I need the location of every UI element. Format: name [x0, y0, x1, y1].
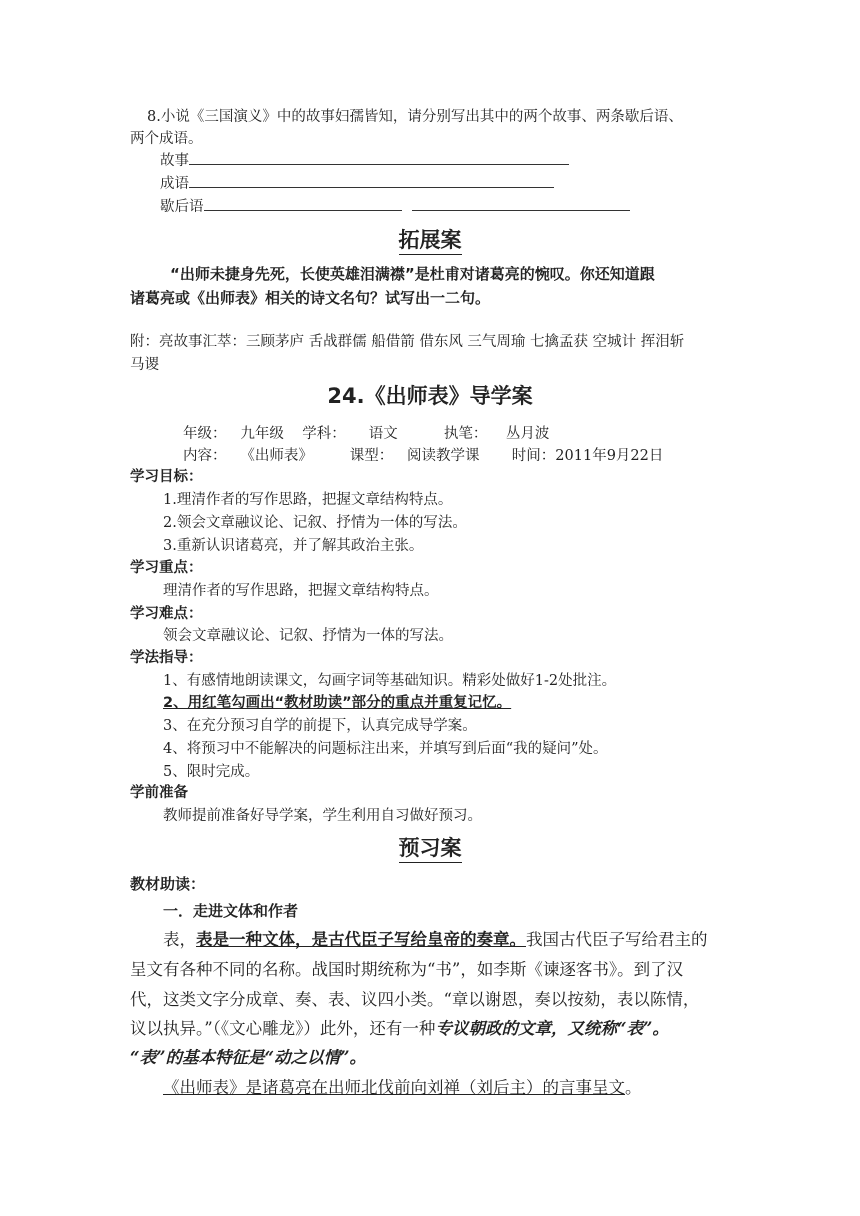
appendix-line2: 马谡 [130, 357, 159, 373]
story-row [160, 150, 569, 172]
method-item-1: 1、有感情地朗读课文，勾画字词等基础知识。精彩处做好1-2处批注。 [163, 673, 617, 689]
goal-item-2: 2.领会文章融议论、记叙、抒情为一体的写法。 [163, 515, 467, 531]
p1-c: 我国古代臣子写给君主的 [526, 930, 708, 949]
idiom-blank[interactable] [189, 173, 554, 188]
xiehouyu-row [160, 196, 630, 218]
story-label: 故事 [160, 153, 189, 169]
p2-end: 。 [625, 1078, 642, 1097]
appendix-line1: 附：亮故事汇萃：三顾茅庐 舌战群儒 船借箭 借东风 三气周瑜 七擒孟获 空城计 挥泪斩 [130, 334, 685, 350]
p2-text: 《出师表》是诸葛亮在出师北伐前向刘禅（刘后主）的言事呈文 [163, 1078, 625, 1097]
difficulty-label: 学习难点： [130, 606, 203, 622]
p1-line1 [163, 925, 708, 955]
lesson-title-wrap [0, 382, 860, 414]
p1-b: 表是一种文体，是古代臣子写给皇帝的奏章。 [196, 930, 526, 949]
goals-label: 学习目标： [130, 469, 203, 485]
tuozhan-quote-line1: “出师未捷身先死，长使英雄泪满襟”是杜甫对诸葛亮的惋叹。你还知道跟 [170, 265, 655, 283]
tuozhan-heading: 拓展案 [399, 226, 462, 255]
method-item-2: 2、用红笔勾画出“教材助读”部分的重点并重复记忆。 [163, 695, 512, 711]
p1-line2: 呈文有各种不同的名称。战国时期统称为“书”，如李斯《谏逐客书》。到了汉 [130, 960, 684, 979]
key-text: 理清作者的写作思路，把握文章结构特点。 [163, 583, 439, 599]
goal-item-3: 3.重新认识诸葛亮，并了解其政治主张。 [163, 538, 424, 554]
p1-line4-b: 专议朝政的文章，又统称“表”。 [435, 1019, 669, 1038]
goal-item-1: 1.理清作者的写作思路，把握文章结构特点。 [163, 492, 453, 508]
yuxi-sub-label: 教材助读： [130, 875, 206, 893]
story-blank[interactable] [189, 150, 569, 165]
method-item-3: 3、在充分预习自学的前提下，认真完成导学案。 [163, 718, 477, 734]
q8-line1: 8.小说《三国演义》中的故事妇孺皆知，请分别写出其中的两个故事、两条歇后语、 [147, 109, 683, 125]
method-item-4: 4、将预习中不能解决的问题标注出来，并填写到后面“我的疑问”处。 [163, 741, 608, 757]
p1-line4-a: 议以执异。”（《文心雕龙》）此外，还有一种 [130, 1019, 436, 1038]
lesson-info1: 年级： 九年级 学科： 语文 执笔： 丛月波 [183, 426, 550, 442]
prep-text: 教师提前准备好导学案，学生利用自习做好预习。 [163, 808, 482, 824]
q8-line2: 两个成语。 [130, 131, 203, 147]
tuozhan-heading-wrap [0, 226, 860, 255]
yuxi-heading-wrap [0, 834, 860, 863]
yuxi-heading: 预习案 [399, 834, 462, 863]
p2-line [163, 1073, 642, 1103]
xiehouyu-blank-1[interactable] [204, 196, 402, 211]
p1-line3: 代，这类文字分成章、奏、表、议四小类。“章以谢恩，奏以按劾，表以陈情， [130, 990, 700, 1009]
xiehouyu-blank-2[interactable] [412, 196, 630, 211]
tuozhan-quote-line2: 诸葛亮或《出师表》相关的诗文名句？试写出一二句。 [130, 289, 491, 307]
method-label: 学法指导： [130, 650, 203, 666]
xiehouyu-label: 歇后语 [160, 199, 204, 215]
p1-line4 [130, 1014, 669, 1044]
idiom-label: 成语 [160, 176, 189, 192]
section1-title: 一．走进文体和作者 [163, 902, 299, 920]
idiom-row [160, 173, 554, 195]
method-item-5: 5、限时完成。 [163, 764, 260, 780]
p1-a: 表， [163, 930, 196, 949]
p1-line5: “表”的基本特征是“动之以情”。 [130, 1048, 366, 1067]
lesson-title: 24.《出师表》导学案 [327, 384, 533, 408]
difficulty-text: 领会文章融议论、记叙、抒情为一体的写法。 [163, 628, 453, 644]
lesson-info2: 内容： 《出师表》 课型： 阅读教学课 时间：2011年9月22日 [183, 448, 664, 464]
prep-label: 学前准备 [130, 785, 188, 801]
key-label: 学习重点： [130, 560, 203, 576]
